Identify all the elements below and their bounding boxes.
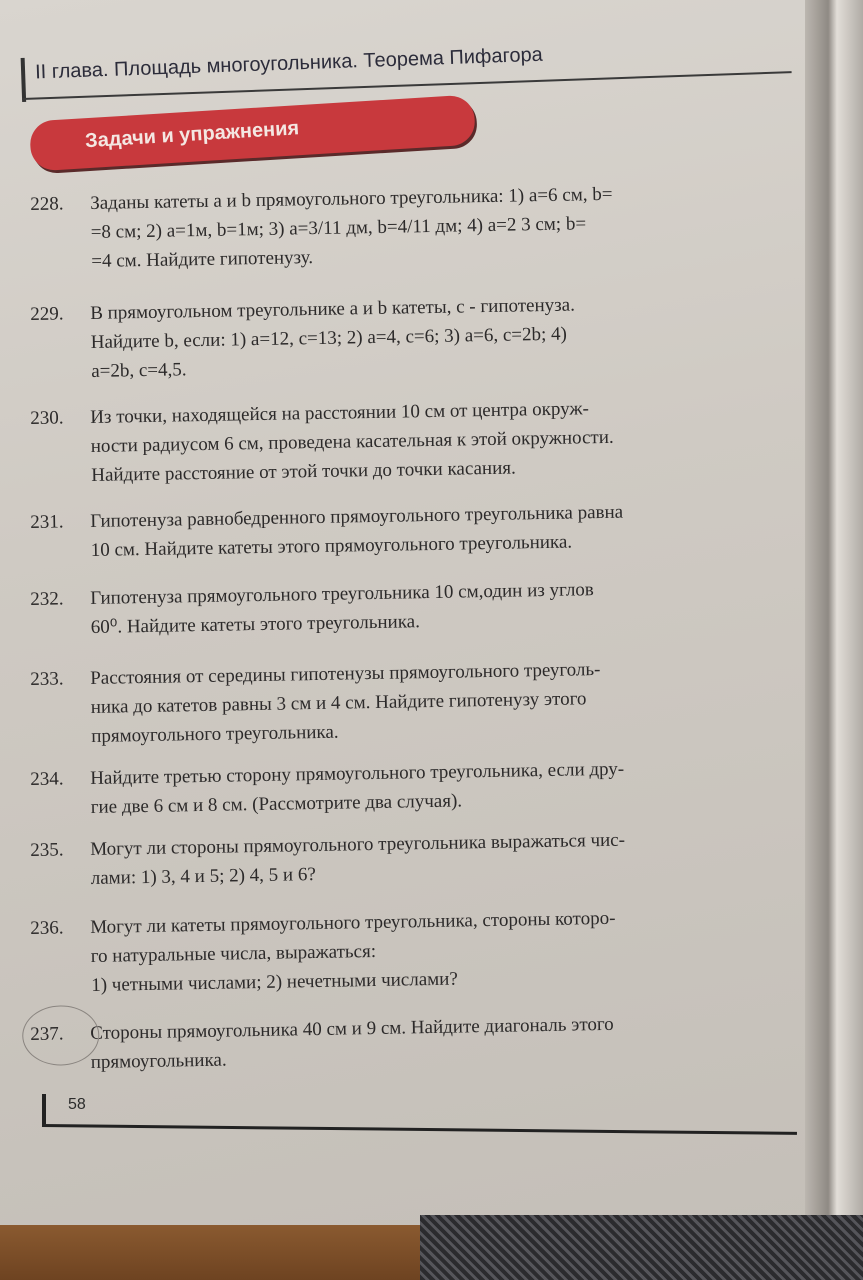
problem-line: =8 см; 2) a=1м, b=1м; 3) a=3/11 дм, b=4/11 дм; 4) a=2 3 см; b= xyxy=(90,213,587,243)
problem-line: Найдите b, если: 1) a=12, c=13; 2) a=4, c=6; 3) a=6, c=2b; 4) xyxy=(90,323,568,353)
problem-line: 1) четными числами; 2) нечетными числами? xyxy=(91,968,458,996)
problem-line: ника до катетов равны 3 см и 4 см. Найдите гипотенузу этого xyxy=(90,688,587,718)
problem-line: 60⁰. Найдите катеты этого треугольника. xyxy=(90,611,421,638)
problem-228 xyxy=(30,177,791,277)
problem-233 xyxy=(30,652,791,752)
problem-line: прямоугольного треугольника. xyxy=(91,721,339,747)
problem-232 xyxy=(30,572,791,643)
problem-line: Заданы катеты a и b прямоугольного треугольника: 1) a=6 см, b= xyxy=(90,183,613,214)
chapter-title: II глава. Площадь многоугольника. Теорема Пифагора xyxy=(34,43,544,84)
problem-line: =4 см. Найдите гипотенузу. xyxy=(91,247,314,272)
problem-234 xyxy=(30,752,791,823)
problem-line: Найдите расстояние от этой точки до точки касания. xyxy=(91,457,516,486)
problem-number: 237. xyxy=(30,1023,64,1045)
problem-number: 233. xyxy=(30,668,64,690)
problem-line: Могут ли катеты прямоугольного треугольника, стороны которо- xyxy=(90,907,616,938)
problem-229 xyxy=(30,287,791,387)
problem-line: a=2b, c=4,5. xyxy=(91,359,187,382)
problem-237 xyxy=(30,1007,791,1078)
problem-line: Найдите третью сторону прямоугольного треугольника, если дру- xyxy=(90,758,625,789)
problem-line: ности радиусом 6 см, проведена касательная к этой окружности. xyxy=(90,426,614,457)
problem-number: 232. xyxy=(30,588,64,610)
problem-line: Стороны прямоугольника 40 см и 9 см. Найдите диагональ этого xyxy=(90,1013,614,1044)
problem-230 xyxy=(30,391,791,491)
problem-line: Расстояния от середины гипотенузы прямоугольного треуголь- xyxy=(90,659,601,689)
problem-number: 234. xyxy=(30,768,64,790)
problem-line: В прямоугольном треугольнике a и b катеты, c - гипотенуза. xyxy=(90,294,576,324)
footer-bar xyxy=(42,1094,46,1124)
problem-235 xyxy=(30,823,791,894)
problem-number: 231. xyxy=(30,511,64,533)
footer-rule xyxy=(42,1124,797,1135)
problem-line: Гипотенуза прямоугольного треугольника 10 см,один из углов xyxy=(90,579,594,609)
problem-line: 10 см. Найдите катеты этого прямоугольного треугольника. xyxy=(90,531,573,561)
problem-line: лами: 1) 3, 4 и 5; 2) 4, 5 и 6? xyxy=(90,864,316,889)
problem-number: 228. xyxy=(30,193,64,215)
problem-line: Гипотенуза равнобедренного прямоугольного треугольника равна xyxy=(90,501,624,532)
page-footer xyxy=(42,1090,802,1140)
problem-line: Из точки, находящейся на расстоянии 10 см от центра окруж- xyxy=(90,398,590,428)
problem-number: 236. xyxy=(30,917,64,939)
problem-number: 229. xyxy=(30,303,64,325)
problem-236 xyxy=(30,901,791,1001)
problem-line: прямоугольника. xyxy=(90,1049,227,1073)
section-title: Задачи и упражнения xyxy=(84,117,300,153)
page-number: 58 xyxy=(68,1096,86,1113)
problem-number: 235. xyxy=(30,839,64,861)
problem-line: го натуральные числа, выражаться: xyxy=(90,940,377,967)
problem-231 xyxy=(30,495,791,566)
problem-number: 230. xyxy=(30,407,64,429)
problem-line: гие две 6 см и 8 см. (Рассмотрите два случая). xyxy=(90,790,463,818)
problem-line: Могут ли стороны прямоугольного треугольника выражаться чис- xyxy=(90,829,626,860)
